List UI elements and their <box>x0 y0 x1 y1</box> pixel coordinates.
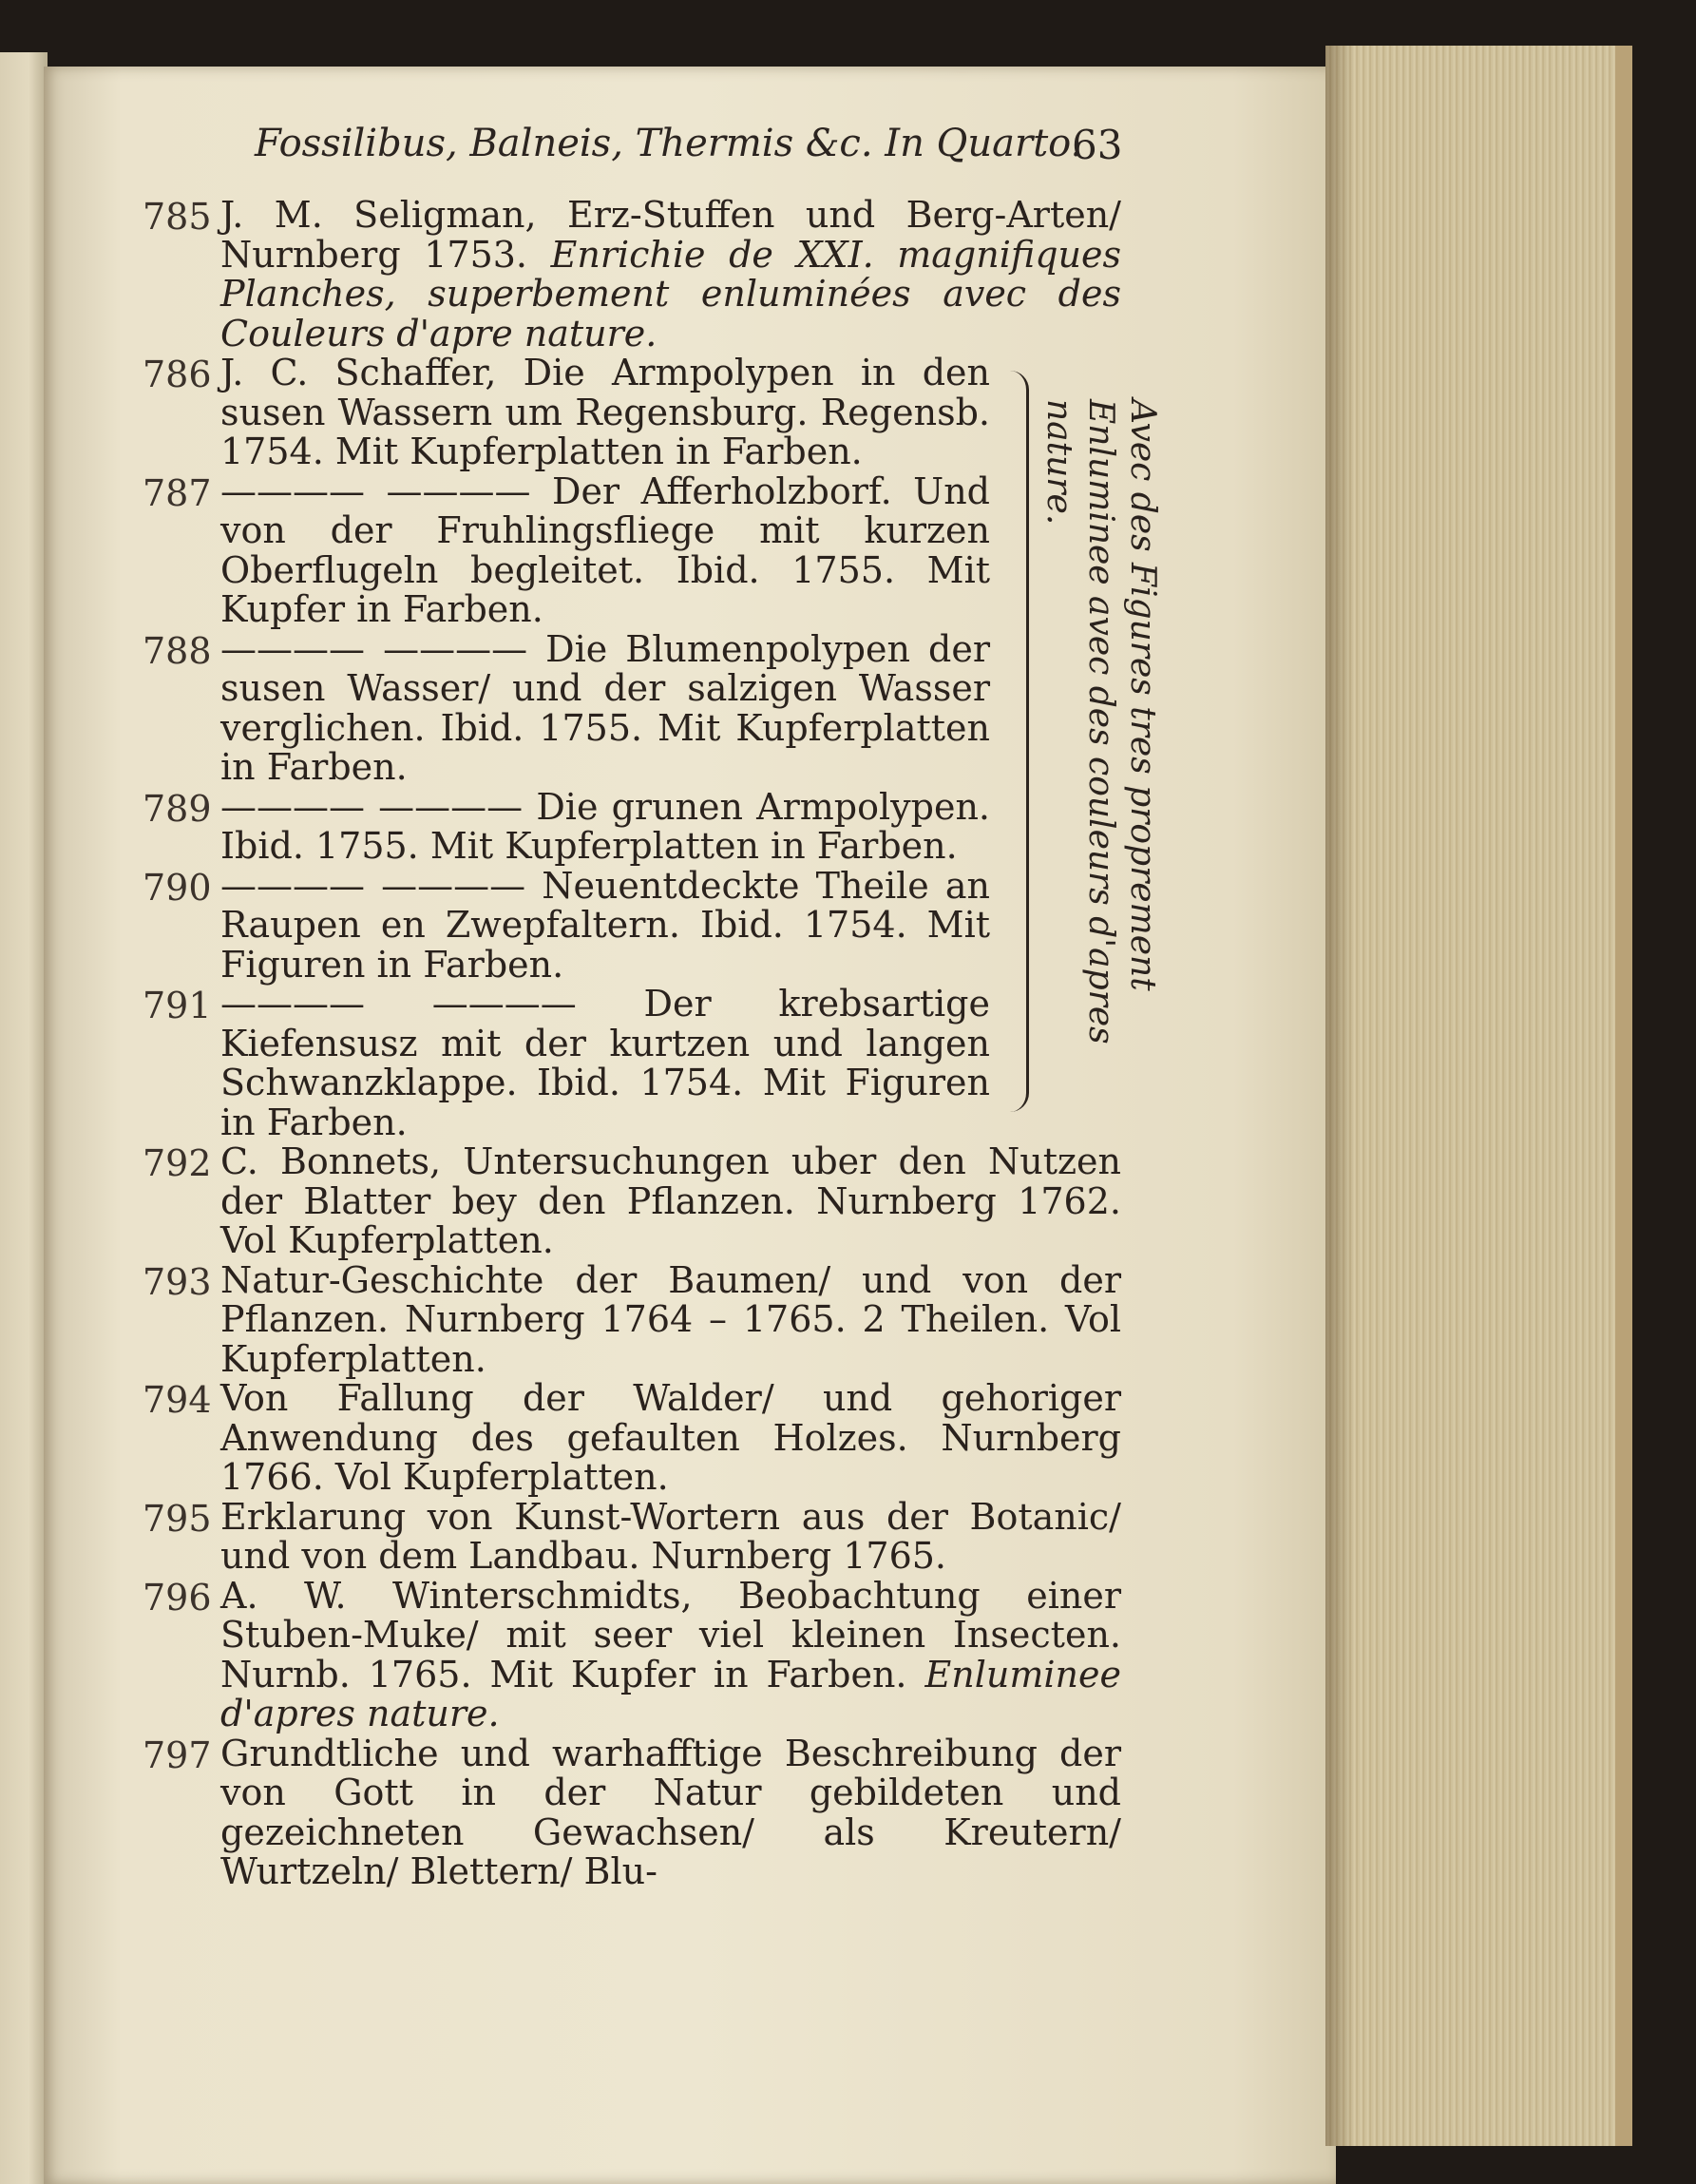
catalogue-entry <box>143 627 1121 788</box>
side-note <box>1038 399 1162 1083</box>
catalogue-entry <box>143 1258 1121 1380</box>
entry-text: ———— ———— Neuentdeckte Theile an Raupen en Zwepfaltern. Ibid. 1754. Mit Figuren in Farben. <box>220 864 990 986</box>
entry-text: ———— ———— Die Blumenpolypen der susen Wasser/ und der salzigen Wasser verglichen. Ibid. 1755. Mit Kupferplatten in Farben. <box>220 627 990 788</box>
catalogue-entry <box>143 1379 1121 1498</box>
entry-text: ———— ———— Der krebsartige Kiefensusz mit der kurtzen und langen Schwanzklappe. Ibid. 1754. Mit Figuren in Farben. <box>220 983 990 1143</box>
entry-number: 797 <box>143 1734 212 1776</box>
entry-number: 785 <box>143 196 212 238</box>
catalogue-entry <box>143 1734 1121 1892</box>
entry-text: ———— ———— Der Afferholzborf. Und von der Fruhlingsfliege mit kurzen Oberflugeln begleitet. Ibid. 1755. Mit Kupfer in Farben. <box>220 469 990 630</box>
entry-text: ———— ———— Die grunen Armpolypen. Ibid. 1755. Mit Kupferplatten in Farben. <box>220 785 990 867</box>
entry-number: 788 <box>143 629 212 672</box>
catalogue-entry <box>143 1574 1121 1734</box>
entry-text: J. M. Seligman, Erz-Stuffen und Berg-Arten/ Nurnberg 1753. Enrichie de XXI. magnifiques Planches, superbement enluminées avec des Couleurs d'apre nature. <box>220 194 1121 354</box>
entry-number: 787 <box>143 471 212 514</box>
catalogue-entry <box>143 354 1121 472</box>
catalogue-entry <box>143 469 1121 630</box>
grouping-brace <box>1003 371 1029 1112</box>
entry-text: Grundtliche und warhafftige Beschreibung der von Gott in der Natur gebildeten und gezeichneten Gewachsen/ als Kreutern/ Wurtzeln/ Blettern/ Blu- <box>220 1732 1121 1892</box>
page-number: 63 <box>1072 122 1123 168</box>
catalogue-entry <box>143 985 1121 1142</box>
entry-number: 786 <box>143 354 212 395</box>
catalogue-entry <box>143 1142 1121 1261</box>
entry-text: C. Bonnets, Untersuchungen uber den Nutzen der Blatter bey den Pflanzen. Nurnberg 1762. Vol Kupferplatten. <box>220 1140 1121 1261</box>
entry-number: 795 <box>143 1497 212 1540</box>
running-title: Fossilibus, Balneis, Thermis &c. In Quarto. <box>255 122 1083 165</box>
catalogue-entry <box>143 785 1121 867</box>
entry-text: J. C. Schaffer, Die Armpolypen in den susen Wassern um Regensburg. Regensb. 1754. Mit Kupferplatten in Farben. <box>220 352 990 472</box>
entry-number: 793 <box>143 1260 212 1303</box>
entry-number: 792 <box>143 1142 212 1184</box>
entry-text: Von Fallung der Walder/ und gehoriger Anwendung des gefaulten Holzes. Nurnberg 1766. Vol Kupferplatten. <box>220 1377 1121 1498</box>
entry-number: 794 <box>143 1379 212 1421</box>
entry-number: 791 <box>143 985 212 1026</box>
running-header <box>255 122 1124 168</box>
gutter-shadow <box>1325 46 1354 2146</box>
entry-text: A. W. Winterschmidts, Beobachtung einer Stuben-Muke/ mit seer viel kleinen Insecten. Nurnb. 1765. Mit Kupfer in Farben. Enluminee d'apres nature. <box>220 1574 1121 1734</box>
entry-number: 796 <box>143 1576 212 1619</box>
entry-number: 790 <box>143 866 212 909</box>
catalogue-entry <box>143 196 1121 354</box>
facing-page-edge <box>0 52 48 2184</box>
entry-number: 789 <box>143 787 212 830</box>
side-note-text: Avec des Figures tres proprement Enluminee avec des couleurs d'apres nature. <box>1039 399 1162 1044</box>
entry-text: Erklarung von Kunst-Wortern aus der Botanic/ und von dem Landbau. Nurnberg 1765. <box>220 1495 1121 1577</box>
catalogue-entry <box>143 864 1121 986</box>
catalogue-entry <box>143 1495 1121 1577</box>
catalogue-entries <box>143 196 1121 1892</box>
entry-text: Natur-Geschichte der Baumen/ und von der Pflanzen. Nurnberg 1764 – 1765. 2 Theilen. Vol Kupferplatten. <box>220 1258 1121 1380</box>
page-block-edge <box>1325 46 1632 2146</box>
